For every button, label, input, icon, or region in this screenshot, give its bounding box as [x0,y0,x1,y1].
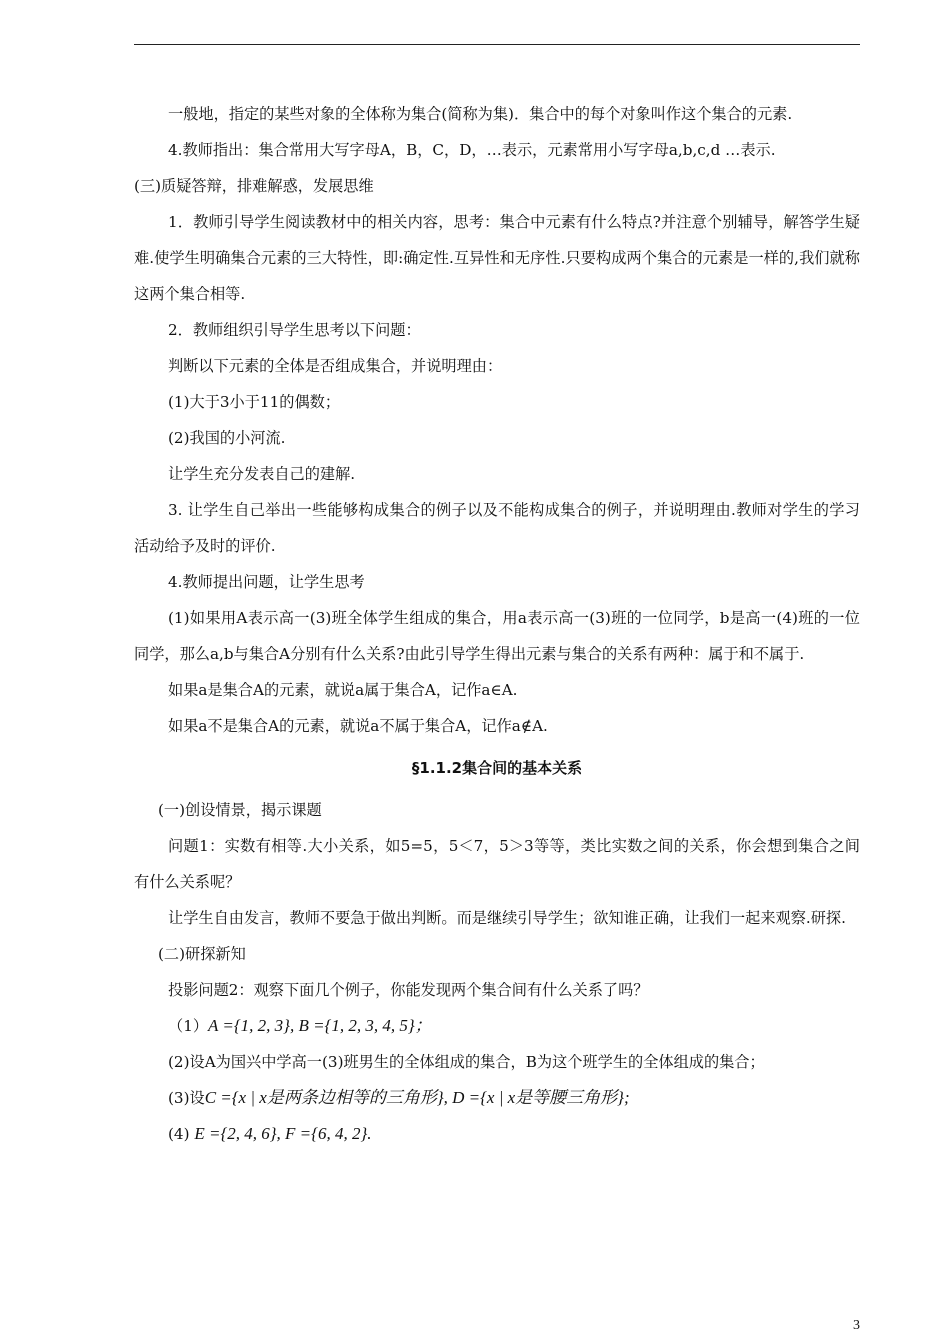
example-4-label: (4) [168,1125,190,1143]
example-1 [134,1008,860,1044]
paragraph-question-1: 问题1：实数有相等.大小关系，如5=5，5＜7，5＞3等等，类比实数之间的关系，你会想到集合之间有什么关系呢？ [134,837,860,891]
paragraph-set-definition: 一般地，指定的某些对象的全体称为集合(简称为集)．集合中的每个对象叫作这个集合的元素. [168,105,793,123]
paragraph-question-2: 投影问题2：观察下面几个例子，你能发现两个集合间有什么关系了吗？ [168,981,649,999]
paragraph-student-opinion: 让学生充分发表自己的建解. [168,465,356,483]
header-rule [134,44,860,45]
section-heading: §1.1.2集合间的基本关系 [411,759,583,777]
list-item-small-rivers: (2)我国的小河流. [168,429,286,447]
example-2: (2)设A为国兴中学高一(3)班男生的全体组成的集合，B为这个班学生的全体组成的集合； [168,1053,765,1071]
list-item-even-numbers: (1)大于3小于11的偶数； [168,393,341,411]
paragraph-free-discussion: 让学生自由发言，教师不要急于做出判断。而是继续引导学生；欲知谁正确，让我们一起来观察.研探. [168,909,846,927]
section-2-title: (二)研探新知 [158,945,246,963]
section-3-title: (三)质疑答辩，排难解惑，发展思维 [134,177,374,195]
example-1-formula: A ={1, 2, 3}, B ={1, 2, 3, 4, 5}； [208,1016,432,1035]
document-body [134,96,860,1152]
paragraph-element-relation: (1)如果用A表示高一(3)班全体学生组成的集合，用a表示高一(3)班的一位同学，b是高一(4)班的一位同学，那么a,b与集合A分别有什么关系?由此引导学生得出元素与集合的关系有两种：属于和不属于. [134,609,860,663]
example-3-formula: C ={x | x是两条边相等的三角形}, D ={x | x是等腰三角形}; [204,1088,630,1107]
example-4-formula: E ={2, 4, 6}, F ={6, 4, 2}. [194,1124,372,1143]
paragraph-teacher-question: 4.教师提出问题，让学生思考 [168,573,365,591]
example-4 [134,1116,860,1152]
paragraph-notation: 4.教师指出：集合常用大写字母A，B，C，D，…表示，元素常用小写字母a,b,c,d …表示. [168,141,776,159]
paragraph-judge: 判断以下元素的全体是否组成集合，并说明理由： [168,357,503,375]
example-1-label: （1） [168,1017,209,1035]
paragraph-element-properties: 1．教师引导学生阅读教材中的相关内容，思考：集合中元素有什么特点?并注意个别辅导，解答学生疑难.使学生明确集合元素的三大特性，即:确定性.互异性和无序性.只要构成两个集合的元素是一样的,我们就称这两个集合相等. [134,213,860,303]
page-number: 3 [853,1318,860,1333]
paragraph-examples: 3. 让学生自己举出一些能够构成集合的例子以及不能构成集合的例子，并说明理由.教师对学生的学习活动给予及时的评价. [134,501,860,555]
paragraph-belongs: 如果a是集合A的元素，就说a属于集合A，记作a∈A. [168,681,518,699]
paragraph-question-intro: 2．教师组织引导学生思考以下问题： [168,321,421,339]
example-3-label: (3)设 [168,1089,205,1107]
section-1-title: (一)创设情景，揭示课题 [158,801,322,819]
paragraph-not-belongs: 如果a不是集合A的元素，就说a不属于集合A，记作a∉A. [168,717,548,735]
example-3 [134,1080,860,1116]
